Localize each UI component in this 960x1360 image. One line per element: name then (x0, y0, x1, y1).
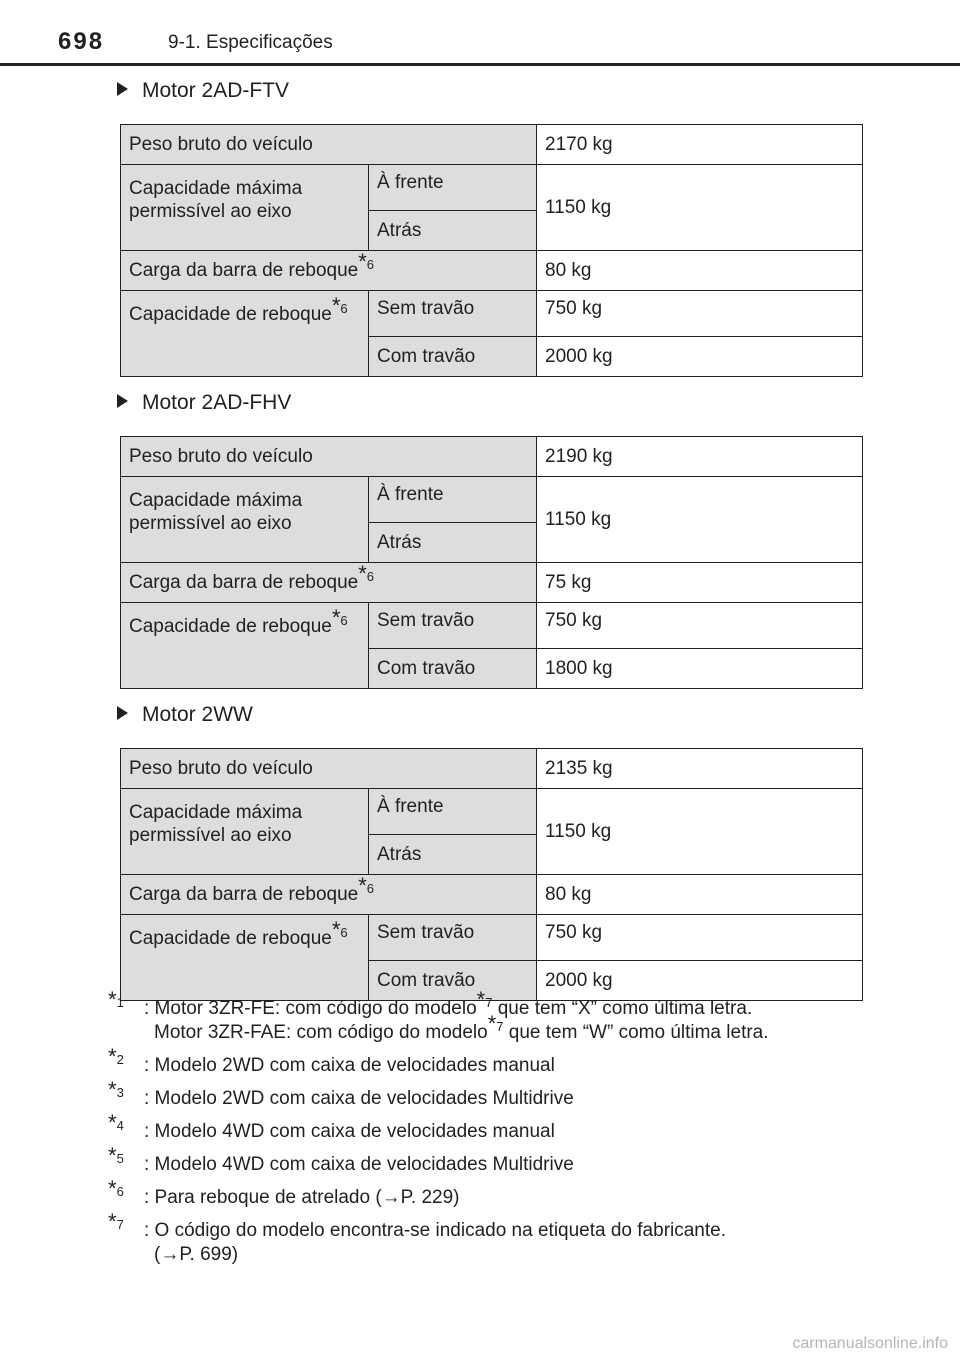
unbraked-label: Sem travão (369, 291, 537, 337)
axle-capacity-label: Capacidade máxima permissível ao eixo (121, 789, 369, 875)
front-label: À frente (369, 165, 537, 211)
spec-table-2ad-fhv (120, 436, 863, 689)
gross-weight-value: 2135 kg (537, 749, 863, 789)
towbar-load-label: Carga da barra de reboque$^{*6}$ (121, 563, 537, 603)
braked-value: 2000 kg (537, 337, 863, 377)
axle-capacity-label: Capacidade máxima permissível ao eixo (121, 477, 369, 563)
table-row (121, 251, 863, 291)
block-title-2ww: Motor 2WW (117, 703, 253, 727)
axle-capacity-value: 1150 kg (537, 789, 863, 875)
braked-label: Com travão (369, 649, 537, 689)
header-rule (0, 63, 960, 66)
unbraked-value: 750 kg (537, 915, 863, 961)
block-title-2ad-fhv: Motor 2AD-FHV (117, 391, 291, 415)
footnote-4: $^{*4}$ : Modelo 4WD com caixa de velocidades manual (108, 1109, 555, 1142)
footnote-5: $^{*5}$ : Modelo 4WD com caixa de velocidades Multidrive (108, 1142, 574, 1175)
towbar-load-value: 75 kg (537, 563, 863, 603)
towing-capacity-label: Capacidade de reboque$^{*6}$ (121, 915, 369, 1001)
unbraked-label: Sem travão (369, 603, 537, 649)
table-row (121, 125, 863, 165)
towing-capacity-label: Capacidade de reboque$^{*6}$ (121, 291, 369, 377)
front-label: À frente (369, 789, 537, 835)
rear-label: Atrás (369, 211, 537, 251)
axle-capacity-label: Capacidade máxima permissível ao eixo (121, 165, 369, 251)
footnotes (108, 986, 908, 1276)
gross-weight-value: 2190 kg (537, 437, 863, 477)
braked-label: Com travão (369, 961, 537, 1001)
unbraked-value: 750 kg (537, 291, 863, 337)
table-row (121, 563, 863, 603)
triangle-bullet-icon (117, 706, 128, 720)
table-row (121, 915, 863, 961)
table-row (121, 437, 863, 477)
rear-label: Atrás (369, 835, 537, 875)
table-row (121, 291, 863, 337)
footnote-1: $^{*1}$ : Motor 3ZR-FE: com código do modelo$^{*7}$ que tem “X” como última letra. Motor 3ZR-FAE: com código do modelo$^{*7}$ que tem “W” como última letra. (108, 986, 769, 1043)
arrow-right-icon: → (160, 1244, 180, 1265)
triangle-bullet-icon (117, 82, 128, 96)
braked-value: 2000 kg (537, 961, 863, 1001)
towbar-load-value: 80 kg (537, 875, 863, 915)
footnote-6: $^{*6}$ : Para reboque de atrelado (→P. 229) (108, 1175, 460, 1208)
gross-weight-label: Peso bruto do veículo (121, 749, 537, 789)
towbar-load-value: 80 kg (537, 251, 863, 291)
unbraked-value: 750 kg (537, 603, 863, 649)
watermark: carmanualsonline.info (792, 1335, 948, 1352)
axle-capacity-value: 1150 kg (537, 477, 863, 563)
towbar-load-label: Carga da barra de reboque$^{*6}$ (121, 875, 537, 915)
spec-table-2ww (120, 748, 863, 1001)
gross-weight-label: Peso bruto do veículo (121, 125, 537, 165)
braked-label: Com travão (369, 337, 537, 377)
gross-weight-label: Peso bruto do veículo (121, 437, 537, 477)
table-row (121, 477, 863, 523)
towing-capacity-label: Capacidade de reboque$^{*6}$ (121, 603, 369, 689)
braked-value: 1800 kg (537, 649, 863, 689)
footnote-3: $^{*3}$ : Modelo 2WD com caixa de velocidades Multidrive (108, 1076, 574, 1109)
page-number: 698 (58, 28, 105, 55)
towbar-load-label: Carga da barra de reboque$^{*6}$ (121, 251, 537, 291)
table-row (121, 789, 863, 835)
spec-table-2ad-ftv (120, 124, 863, 377)
rear-label: Atrás (369, 523, 537, 563)
gross-weight-value: 2170 kg (537, 125, 863, 165)
page-link[interactable]: P. 699) (179, 1244, 239, 1265)
front-label: À frente (369, 477, 537, 523)
table-row (121, 603, 863, 649)
table-row (121, 875, 863, 915)
footnote-2: $^{*2}$ : Modelo 2WD com caixa de velocidades manual (108, 1043, 555, 1076)
unbraked-label: Sem travão (369, 915, 537, 961)
triangle-bullet-icon (117, 394, 128, 408)
axle-capacity-value: 1150 kg (537, 165, 863, 251)
table-row (121, 165, 863, 211)
block-title-2ad-ftv: Motor 2AD-FTV (117, 79, 289, 103)
table-row (121, 749, 863, 789)
arrow-right-icon: → (381, 1187, 401, 1208)
page-header (0, 0, 960, 66)
section-title: 9-1. Especificações (168, 32, 333, 53)
footnote-7: $^{*7}$ : O código do modelo encontra-se indicado na etiqueta do fabricante. (→P. 699) (108, 1208, 726, 1265)
page-link[interactable]: P. 229) (400, 1187, 460, 1208)
